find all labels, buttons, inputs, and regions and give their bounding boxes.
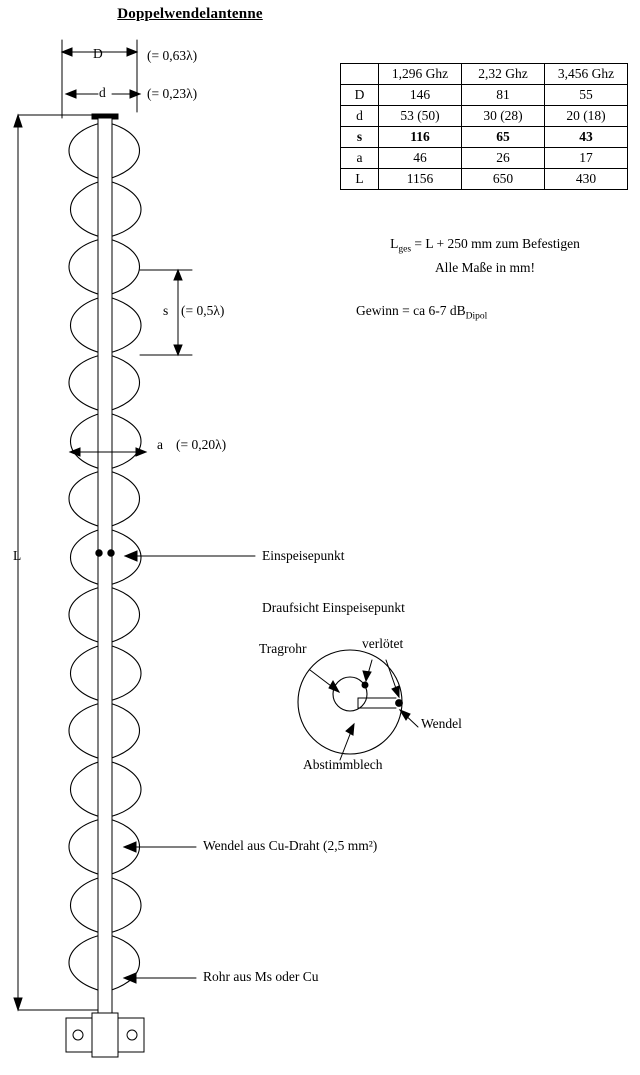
bracket-bolt-right [127,1030,137,1040]
dim-value-a: (= 0,20λ) [176,437,227,452]
callout-helix: Wendel [421,716,462,731]
detail-support-tube-circle [333,677,367,711]
dim-label-D: D [93,46,103,61]
s-arrow-top [174,270,182,280]
callout-soldered: verlötet [362,636,404,651]
note-L-rest: = L + 250 mm zum Befestigen [411,236,580,251]
dim-value-d: (= 0,23λ) [147,86,198,101]
notes-block [340,235,630,276]
table-corner-cell [341,64,379,85]
cell-D-1: 146 [379,85,462,106]
table-col-1: 1,296 Ghz [379,64,462,85]
cell-D-2: 81 [462,85,545,106]
note-L: L [390,236,399,251]
cell-d-1: 53 (50) [379,106,462,127]
s-arrow-bottom [174,345,182,355]
d-arrow-left [62,48,72,56]
table-header-row [341,64,628,85]
dim-value-s: (= 0,5λ) [181,303,225,318]
cell-s-3: 43 [545,127,628,148]
dim-label-d: d [99,85,106,100]
feed-arrow [125,551,137,561]
table-col-3: 3,456 Ghz [545,64,628,85]
spec-table-container [340,63,628,190]
a-arrow-left [70,448,80,456]
table-row [341,169,628,190]
small-d-arrow-left [66,90,76,98]
a-arrow-right [136,448,146,456]
cell-d-2: 30 (28) [462,106,545,127]
l-arrow-bottom [14,998,22,1010]
row-label-s: s [341,127,379,148]
note-units: Alle Maße in mm! [434,259,536,275]
page-title: Doppelwendelantenne [117,6,263,22]
tube-arrow [124,973,136,983]
gain-text: Gewinn = ca 6-7 dB [356,303,466,318]
gain-note [356,303,636,322]
note-L-subscript: ges [398,244,412,255]
callout-feed-point: Einspeisepunkt [262,548,345,563]
feed-dot-right [108,550,114,556]
table-row [341,85,628,106]
spec-table [340,63,628,190]
detail-solder-dot-2 [362,682,368,688]
cell-s-2: 65 [462,127,545,148]
cell-a-2: 26 [462,148,545,169]
table-row [341,148,628,169]
cell-d-3: 20 (18) [545,106,628,127]
center-tube-front [98,118,112,1013]
small-d-arrow-right [130,90,140,98]
table-row [341,106,628,127]
cell-L-3: 430 [545,169,628,190]
table-col-2: 2,32 Ghz [462,64,545,85]
row-label-d: d [341,106,379,127]
callout-tuning-plate: Abstimmblech [303,757,383,772]
bracket-bolt-left [73,1030,83,1040]
cell-L-2: 650 [462,169,545,190]
note-total-length [340,235,630,259]
gain-subscript: Dipol [465,311,488,322]
l-arrow-top [14,115,22,127]
dim-label-s: s [163,303,169,318]
callout-top-view: Draufsicht Einspeisepunkt [262,600,405,615]
row-label-D: D [341,85,379,106]
row-label-a: a [341,148,379,169]
table-row [341,127,628,148]
detail-solder-dot [396,700,403,707]
callout-support-tube: Tragrohr [259,641,307,656]
cell-D-3: 55 [545,85,628,106]
cell-L-1: 1156 [379,169,462,190]
dim-label-L: L [13,548,22,563]
cell-a-3: 17 [545,148,628,169]
dim-value-D: (= 0,63λ) [147,48,198,63]
feed-dot-left [96,550,102,556]
cell-s-1: 116 [379,127,462,148]
dim-label-a: a [157,437,163,452]
callout-tube-material: Rohr aus Ms oder Cu [203,969,319,984]
row-label-L: L [341,169,379,190]
cell-a-1: 46 [379,148,462,169]
mount-tube-stub [92,1013,118,1057]
d-arrow-right [127,48,137,56]
helixwire-arrow [124,842,136,852]
callout-helix-wire: Wendel aus Cu-Draht (2,5 mm²) [203,838,378,853]
